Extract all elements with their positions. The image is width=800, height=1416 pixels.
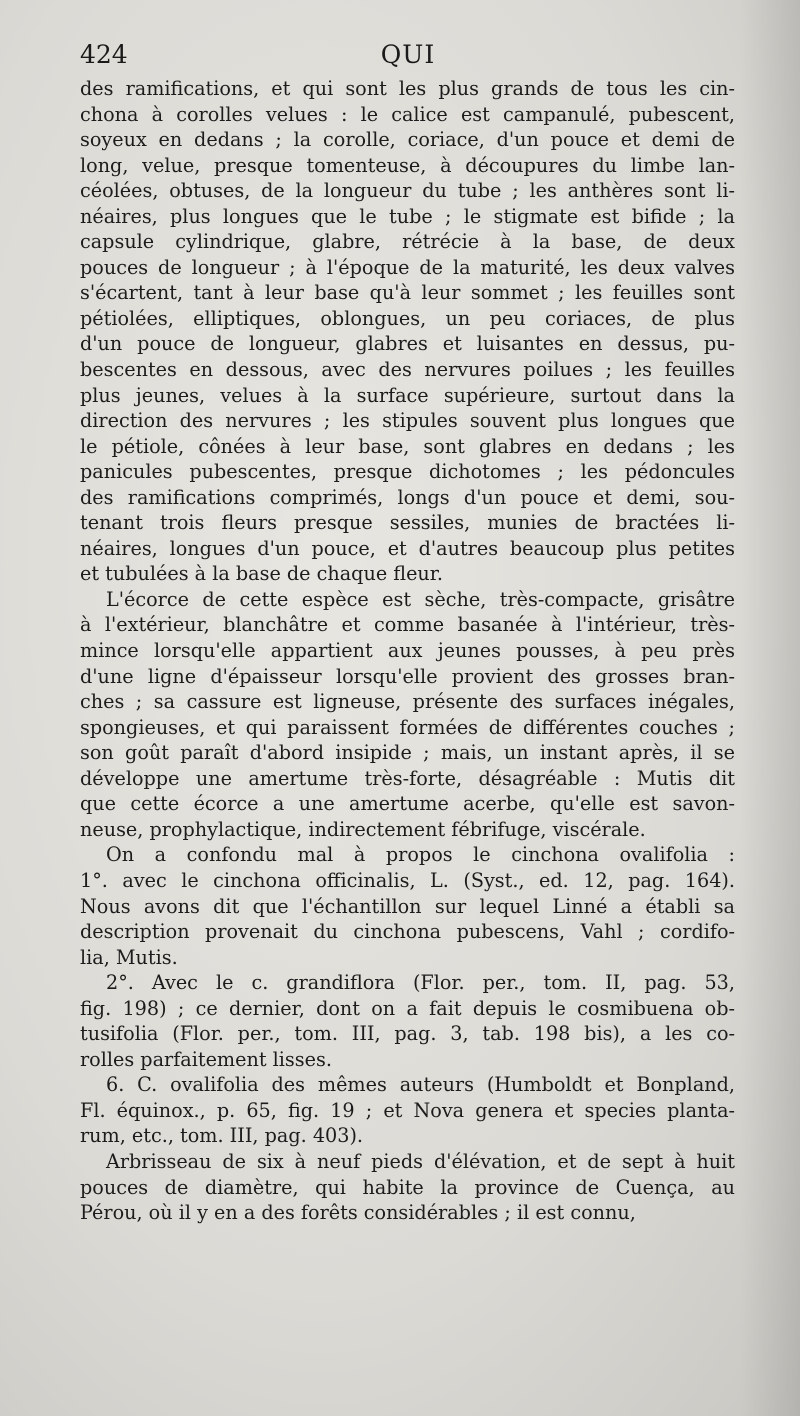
text-line: rum, etc., tom. III, pag. 403). [80,1124,364,1148]
paragraph [80,1149,735,1226]
paragraph [80,76,735,587]
text-line: Fl. équinox., p. 65, fig. 19 ; et Nova genera et species planta- [80,1098,735,1122]
text-line: d'un pouce de longueur, glabres et luisantes en dessus, pu- [80,332,735,356]
text-line: développe une amertume très-forte, désagréable : Mutis dit [80,766,735,790]
paragraph [80,587,735,842]
text-line: plus jeunes, velues à la surface supérieure, surtout dans la [80,383,735,407]
text-line: Arbrisseau de six à neuf pieds d'élévation, et de sept à huit [106,1149,735,1173]
text-line: 1°. avec le cinchona officinalis, L. (Syst., ed. 12, pag. 164). [80,868,735,892]
text-line: rolles parfaitement lisses. [80,1047,332,1071]
text-line: pétiolées, elliptiques, oblongues, un peu coriaces, de plus [80,306,735,330]
text-line: L'écorce de cette espèce est sèche, très-compacte, grisâtre [106,587,735,611]
text-line: direction des nervures ; les stipules souvent plus longues que [80,409,735,433]
text-line: à l'extérieur, blanchâtre et comme basanée à l'intérieur, très- [80,613,735,637]
text-line: des ramifications comprimés, longs d'un pouce et demi, sou- [80,485,735,509]
text-line: néaires, longues d'un pouce, et d'autres beaucoup plus petites [80,536,735,560]
text-line: que cette écorce a une amertume acerbe, qu'elle est savon- [80,792,735,816]
text-line: le pétiole, cônées à leur base, sont glabres en dedans ; les [80,434,735,458]
text-line: panicules pubescentes, presque dichotomes ; les pédoncules [80,460,735,484]
text-line: long, velue, presque tomenteuse, à découpures du limbe lan- [80,153,735,177]
text-line: céolées, obtuses, de la longueur du tube ; les anthères sont li- [80,179,735,203]
text-line: d'une ligne d'épaisseur lorsqu'elle provient des grosses bran- [80,664,735,688]
paragraph [80,1072,735,1149]
text-line: néaires, plus longues que le tube ; le stigmate est bifide ; la [80,204,735,228]
text-line: son goût paraît d'abord insipide ; mais, un instant après, il se [80,741,735,765]
text-line: soyeux en dedans ; la corolle, coriace, d'un pouce et demi de [80,128,735,152]
text-line: Pérou, où il y en a des forêts considérables ; il est connu, [80,1201,636,1225]
text-line: capsule cylindrique, glabre, rétrécie à la base, de deux [80,230,735,254]
text-line: mince lorsqu'elle appartient aux jeunes pousses, à peu près [80,639,735,663]
text-line: ches ; sa cassure est ligneuse, présente des surfaces inégales, [80,690,735,714]
text-line: pouces de diamètre, qui habite la province de Cuença, au [80,1175,735,1199]
text-line: s'écartent, tant à leur base qu'à leur sommet ; les feuilles sont [80,281,735,305]
text-line: description provenait du cinchona pubescens, Vahl ; cordifo- [80,920,735,944]
page-edge-shadow [740,0,800,1416]
text-line: des ramifications, et qui sont les plus grands de tous les cin- [80,77,735,100]
text-line: spongieuses, et qui paraissent formées de différentes couches ; [80,715,735,739]
text-line: 6. C. ovalifolia des mêmes auteurs (Humboldt et Bonpland, [106,1073,735,1097]
body-text [80,76,735,1226]
paragraph [80,842,735,970]
text-line: bescentes en dessous, avec des nervures poilues ; les feuilles [80,358,735,382]
text-line: lia, Mutis. [80,945,178,969]
text-line: neuse, prophylactique, indirectement fébrifuge, viscérale. [80,817,646,841]
text-line: tenant trois fleurs presque sessiles, munies de bractées li- [80,511,735,535]
text-line: Nous avons dit que l'échantillon sur lequel Linné a établi sa [80,894,735,918]
text-line: tusifolia (Flor. per., tom. III, pag. 3, tab. 198 bis), a les co- [80,1022,735,1046]
text-line: pouces de longueur ; à l'époque de la maturité, les deux valves [80,255,735,279]
text-line: et tubulées à la base de chaque fleur. [80,562,443,586]
text-line: chona à corolles velues : le calice est campanulé, pubescent, [80,102,735,126]
text-line: 2°. Avec le c. grandiflora (Flor. per., tom. II, pag. 53, [106,971,735,995]
running-head: QUI [380,40,436,69]
page-number: 424 [80,40,128,69]
text-line: fig. 198) ; ce dernier, dont on a fait depuis le cosmibuena ob- [80,996,735,1020]
paragraph [80,970,735,1072]
page-header [80,40,736,76]
text-line: On a confondu mal à propos le cinchona ovalifolia : [106,843,735,867]
